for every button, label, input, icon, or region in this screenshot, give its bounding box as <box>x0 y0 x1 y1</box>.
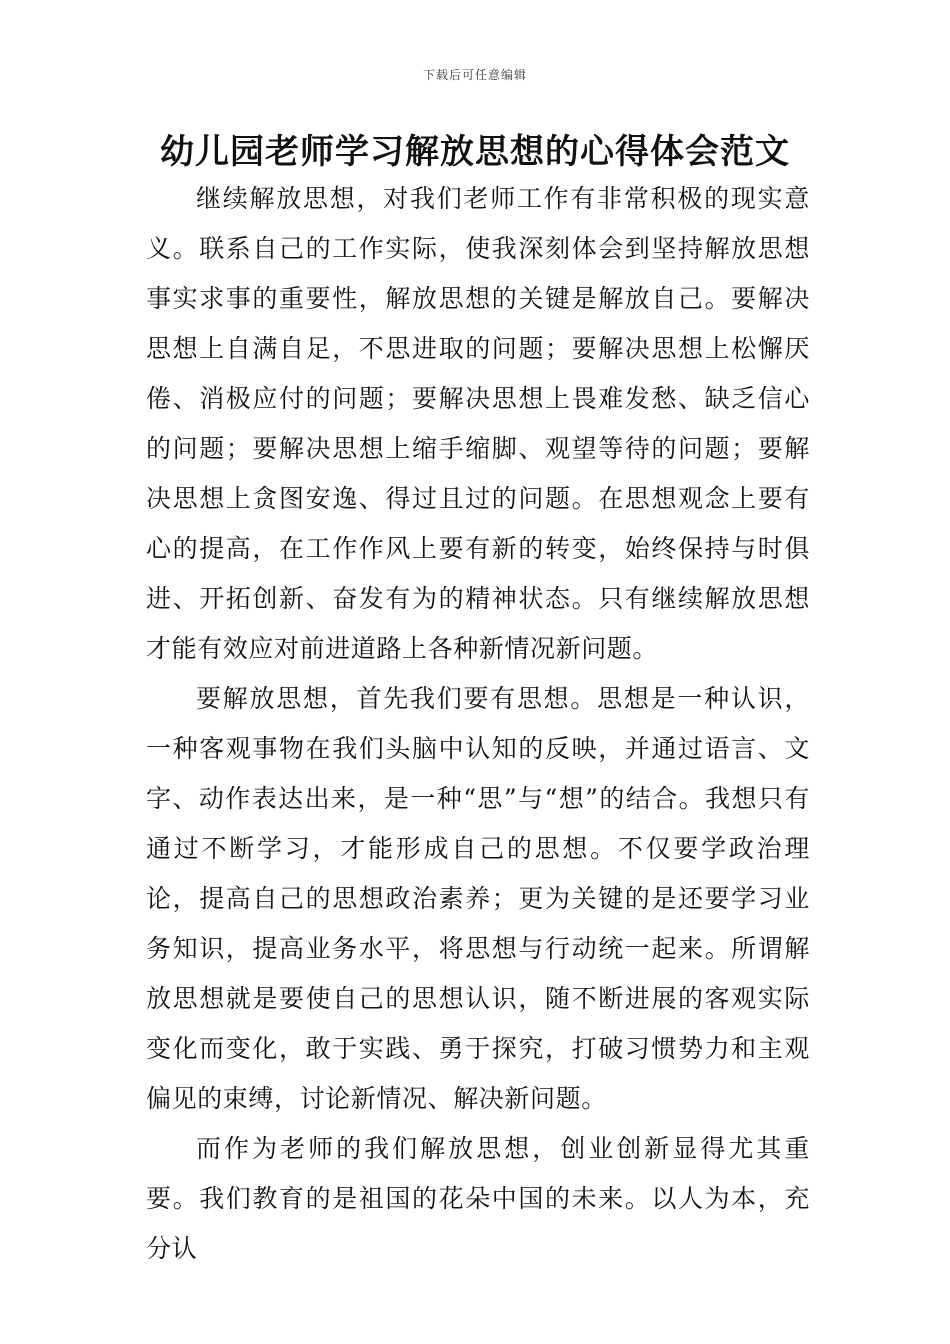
header-note: 下载后可任意编辑 <box>422 68 527 82</box>
document-title: 幼儿园老师学习解放思想的心得体会范文 <box>160 132 790 172</box>
paragraph-1: 继续解放思想，对我们老师工作有非常积极的现实意义。联系自己的工作实际，使我深刻体会到坚持解放思想事实求事的重要性，解放思想的关键是解放自己。要解决思想上自满自足，不思进取的问题；要解决思想上松懈厌倦、消极应付的问题；要解决思想上畏难发愁、缺乏信心的问题；要解决思想上缩手缩脚、观望等待的问题；要解决思想上贪图安逸、得过且过的问题。在思想观念上要有心的提高，在工作作风上要有新的转变，始终保持与时俱进、开拓创新、奋发有为的精神状态。只有继续解放思想才能有效应对前进道路上各种新情况新问题。 <box>146 184 810 663</box>
paragraph-2: 要解放思想，首先我们要有思想。思想是一种认识，一种客观事物在我们头脑中认知的反映，并通过语言、文字、动作表达出来，是一种“思”与“想”的结合。我想只有通过不断学习，才能形成自己的思想。不仅要学政治理论，提高自己的思想政治素养；更为关键的是还要学习业务知识，提高业务水平，将思想与行动统一起来。所谓解放思想就是要使自己的思想认识，随不断进展的客观实际变化而变化，敢于实践、勇于探究，打破习惯势力和主观偏见的束缚，讨论新情况、解决新问题。 <box>146 684 810 1113</box>
document-body <box>146 174 810 1274</box>
paragraph-3: 而作为老师的我们解放思想，创业创新显得尤其重要。我们教育的是祖国的花朵中国的未来。以人为本，充分认 <box>146 1134 810 1263</box>
